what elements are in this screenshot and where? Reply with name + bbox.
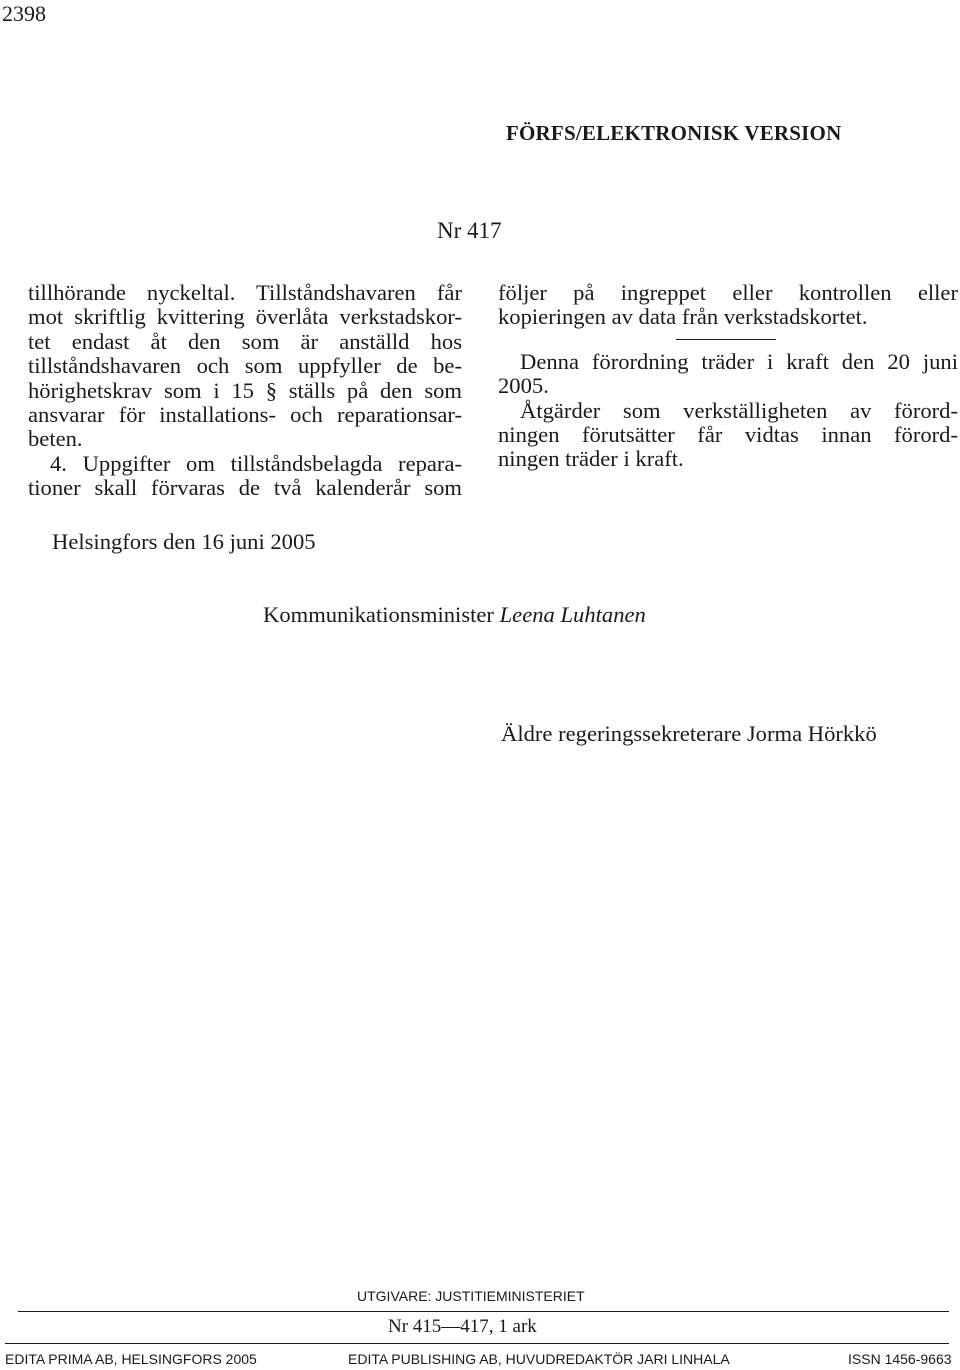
left-text-column (28, 281, 462, 501)
paragraph: mot skriftlig kvittering överlåta verkstadskor- (28, 304, 462, 330)
paragraph: tillhörande nyckeltal. Tillståndshavaren får (28, 280, 462, 305)
paragraph: beten. (28, 426, 83, 452)
paragraph: tioner skall förvaras de två kalenderår som (28, 475, 462, 501)
statute-number: Nr 417 (437, 218, 502, 243)
paragraph: ningen träder i kraft. (498, 446, 684, 472)
paragraph: kopieringen av data från verkstadskortet. (498, 304, 868, 330)
minister-signature (263, 601, 646, 629)
publisher-label: UTGIVARE: JUSTITIEMINISTERIET (357, 1288, 585, 1304)
footer-divider-bottom (5, 1343, 949, 1344)
issn-number: ISSN 1456-9663 (848, 1351, 952, 1367)
right-text-column (498, 281, 958, 472)
minister-name: Leena Luhtanen (499, 602, 646, 627)
secretary-signature: Äldre regeringssekreterare Jorma Hörkkö (501, 721, 877, 746)
paragraph: 2005. (498, 373, 549, 399)
editor-credit: EDITA PUBLISHING AB, HUVUDREDAKTÖR JARI LINHALA (348, 1351, 730, 1367)
version-label: FÖRFS/ELEKTRONISK VERSION (506, 121, 842, 145)
paragraph: hörighetskrav som i 15 § ställs på den som (28, 377, 462, 403)
issue-range: Nr 415—417, 1 ark (388, 1316, 537, 1337)
printer-credit: EDITA PRIMA AB, HELSINGFORS 2005 (5, 1351, 257, 1367)
paragraph: ansvarar för installations- och reparationsar- (28, 402, 462, 428)
paragraph: följer på ingreppet eller kontrollen eller (498, 280, 958, 305)
paragraph: tet endast åt den som är anställd hos (28, 328, 462, 354)
page-number: 2398 (2, 1, 46, 26)
section-divider (676, 339, 776, 340)
paragraph: Åtgärder som verkställigheten av förord- (520, 397, 958, 423)
paragraph: Denna förordning träder i kraft den 20 juni (520, 348, 958, 374)
paragraph: 4. Uppgifter om tillståndsbelagda repara- (50, 450, 462, 476)
paragraph: tillståndshavaren och som uppfyller de be- (28, 353, 462, 379)
paragraph: ningen förutsätter får vidtas innan förord- (498, 422, 958, 448)
minister-title: Kommunikationsminister (263, 602, 494, 627)
footer-divider-top (18, 1311, 949, 1312)
signing-place-date: Helsingfors den 16 juni 2005 (52, 529, 316, 554)
